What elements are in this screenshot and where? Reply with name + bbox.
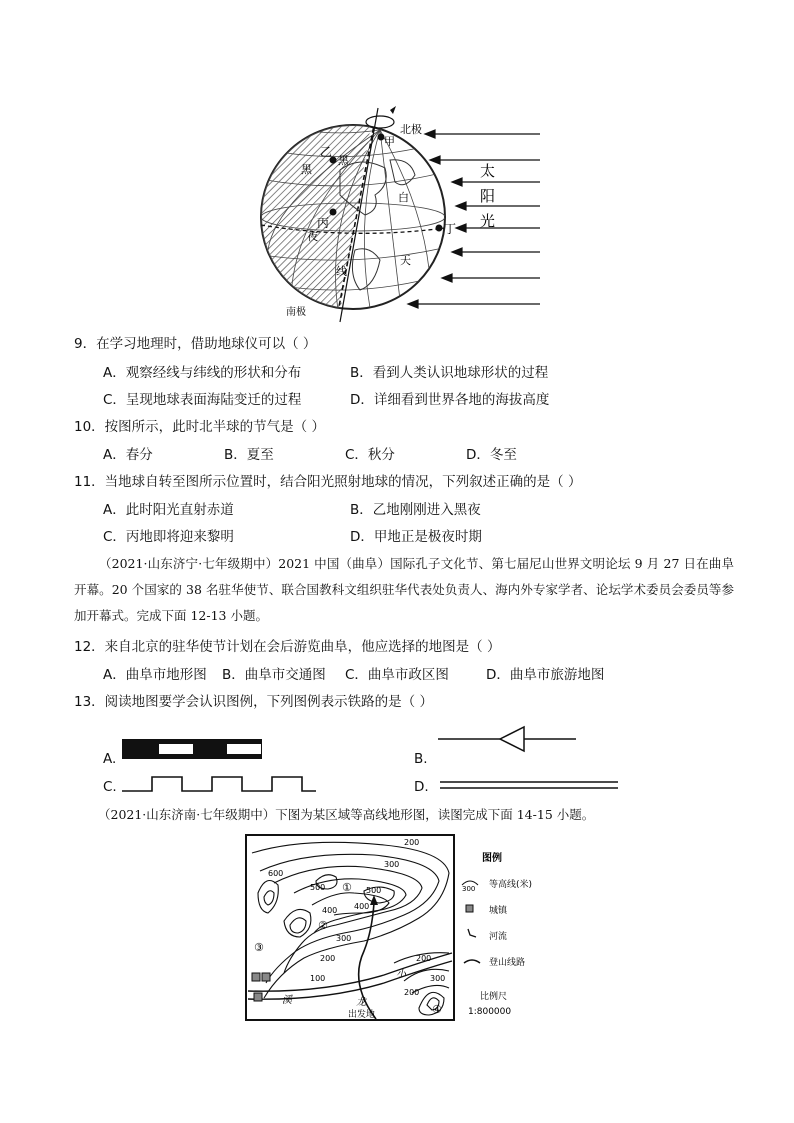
contour-label: 200 <box>404 988 420 997</box>
town-icon <box>254 993 262 1001</box>
town-icon <box>252 973 260 981</box>
legend-symbol-d[interactable] <box>440 780 620 792</box>
question-12-option-c[interactable]: C．曲阜市政区图 <box>345 667 449 683</box>
label-yi: 乙 <box>320 145 333 159</box>
point-3: ③ <box>254 941 264 954</box>
label-tian: 天 <box>400 254 411 267</box>
question-10-option-c[interactable]: C．秋分 <box>345 447 395 463</box>
contour-label: 500 <box>310 883 326 892</box>
question-9-option-d[interactable]: D．详细看到世界各地的海拔高度 <box>350 392 550 408</box>
contour-label: 100 <box>310 974 326 983</box>
label-jia: 甲 <box>384 135 395 148</box>
contour-label: 300 <box>384 860 400 869</box>
question-12-option-a[interactable]: A．曲阜市地形图 <box>103 667 207 683</box>
question-11-option-a[interactable]: A．此时阳光直射赤道 <box>103 502 234 518</box>
question-12-stem: 12．来自北京的驻华使节计划在会后游览曲阜，他应选择的地图是（ ） <box>74 639 501 655</box>
river-char-xi: 溪 <box>282 995 292 1006</box>
question-11-stem: 11．当地球自转至图所示位置时，结合阳光照射地球的情况，下列叙述正确的是（ ） <box>74 474 582 490</box>
question-12-option-d[interactable]: D．曲阜市旅游地图 <box>486 667 605 683</box>
globe-figure <box>240 100 550 325</box>
contour-label: 300 <box>430 974 446 983</box>
river-char-long: 龙 <box>356 997 366 1008</box>
point-ding <box>436 225 443 232</box>
label-bai: 白 <box>398 191 409 204</box>
point-4: ④ <box>432 1003 442 1016</box>
town-legend-icon <box>466 905 473 912</box>
river-legend-icon <box>468 929 476 937</box>
label-ding: 丁 <box>444 222 457 236</box>
contour-label: 500 <box>366 886 382 895</box>
contour-label: 400 <box>322 906 338 915</box>
map-frame <box>246 835 454 1020</box>
question-9-option-b[interactable]: B．看到人类认识地球形状的过程 <box>350 365 549 381</box>
label-hei: 黑 <box>338 154 349 167</box>
contour-label: 400 <box>354 902 370 911</box>
label-ye: 夜 <box>307 230 318 243</box>
point-1: ① <box>342 881 352 894</box>
question-9-option-c[interactable]: C．呈现地球表面海陆变迁的过程 <box>103 392 302 408</box>
contour-label: 200 <box>320 954 336 963</box>
question-13-option-a[interactable]: A. <box>103 751 117 767</box>
contour-label: 300 <box>336 934 352 943</box>
label-bing: 丙 <box>317 216 330 230</box>
legend-item-town: 城镇 <box>489 906 508 916</box>
town-icon <box>262 973 270 981</box>
label-sun-2: 阳 <box>480 187 496 205</box>
legend-symbol-c[interactable] <box>122 774 318 794</box>
legend-item-route: 登山线路 <box>489 958 526 968</box>
question-10-option-d[interactable]: D．冬至 <box>466 447 517 463</box>
river-char-xiao: 小 <box>396 969 406 980</box>
question-9-option-a[interactable]: A．观察经线与纬线的形状和分布 <box>103 365 302 381</box>
question-10-option-b[interactable]: B．夏至 <box>224 447 274 463</box>
question-9-stem: 9．在学习地理时，借助地球仪可以（ ） <box>74 336 317 352</box>
start-label: 出发地 <box>348 1010 376 1020</box>
legend-item-contour: 等高线(米) <box>489 880 533 890</box>
label-south-pole: 南极 <box>286 307 306 318</box>
passage-12-13: （2021·山东济宁·七年级期中）2021 中国（曲阜）国际孔子文化节、第七届尼山世界文明论坛 9 月 27 日在曲阜开幕。20 个国家的 38 名驻华使节、联合国教科文组织驻华代表处负责人、海内外专家学者、论坛学术委员会委员等参加开幕式。完成下面 12-13 小题。 <box>74 556 734 623</box>
contour-label: 200 <box>404 838 420 847</box>
question-13-option-b[interactable]: B. <box>414 751 428 767</box>
question-13-option-c[interactable]: C. <box>103 779 117 795</box>
label-hei2: 黑 <box>301 163 312 176</box>
contour-label: 200 <box>416 954 432 963</box>
label-xian: 线 <box>336 265 347 278</box>
point-bing <box>330 209 337 216</box>
scale-value: 1:800000 <box>468 1007 512 1017</box>
passage-14-15: （2021·山东济南·七年级期中）下图为某区域等高线地形图，读图完成下面 14-15 小题。 <box>98 807 595 822</box>
point-2: ② <box>318 919 328 932</box>
label-sun-3: 光 <box>480 212 496 230</box>
scale-title: 比例尺 <box>480 992 508 1002</box>
question-13-option-d[interactable]: D. <box>414 779 429 795</box>
label-sun-1: 太 <box>480 162 496 180</box>
question-12-option-b[interactable]: B．曲阜市交通图 <box>222 667 326 683</box>
rotation-arrow-icon <box>366 116 394 128</box>
question-10-option-a[interactable]: A．春分 <box>103 447 153 463</box>
legend-contour-value: 300 <box>462 885 476 893</box>
question-11-option-d[interactable]: D．甲地正是极夜时期 <box>350 529 482 545</box>
legend-title: 图例 <box>482 853 502 864</box>
question-11-option-b[interactable]: B．乙地刚刚进入黑夜 <box>350 502 481 518</box>
legend-item-river: 河流 <box>489 932 508 942</box>
question-11-option-c[interactable]: C．丙地即将迎来黎明 <box>103 529 234 545</box>
label-north-pole: 北极 <box>400 123 422 136</box>
legend-symbol-a[interactable] <box>122 738 264 762</box>
contour-map <box>244 833 536 1023</box>
question-13-stem: 13．阅读地图要学会认识图例，下列图例表示铁路的是（ ） <box>74 694 433 710</box>
question-10-stem: 10．按图所示，此时北半球的节气是（ ） <box>74 419 325 435</box>
legend-symbol-b[interactable] <box>438 724 580 754</box>
route-legend-icon <box>464 960 480 963</box>
contour-label: 600 <box>268 869 284 878</box>
